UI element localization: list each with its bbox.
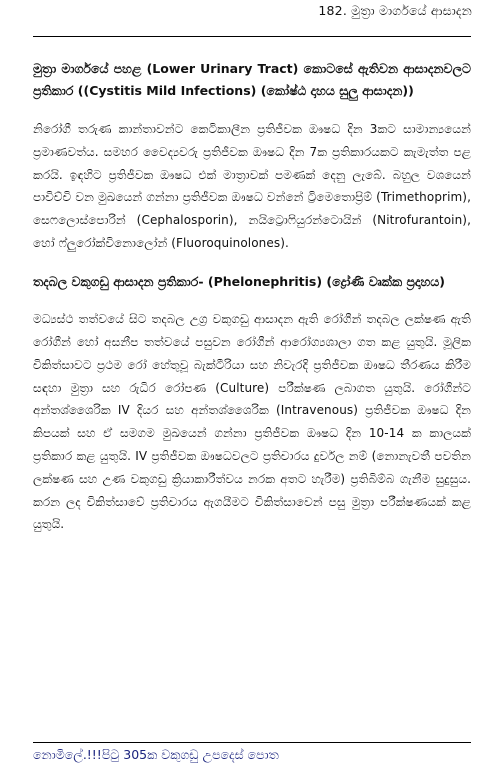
footer-book-title: නොමිලේ.!!!පිටු 305ක වකුගඩු උපදෙස් පොත	[33, 747, 279, 762]
section-heading-cystitis: මුත්‍රා මාර්ගයේ පහළ (Lower Urinary Tract) කොටසේ ඇතිවන ආසාදනවලට ප්‍රතිකාර ((Cystitis Mild Infections) (කෝෂ්ඨ දාහය සුලු ආසාදන))	[33, 61, 471, 98]
page-body	[33, 58, 471, 536]
footer-divider	[33, 742, 471, 743]
section-heading-pyelonephritis: තදබල වකුගඩු ආසාදන ප්‍රතිකාර- (Phelonephritis) (ද්‍රෝණි වෘක්ක ප්‍රදාහය)	[33, 273, 445, 289]
section-paragraph-pyelonephritis: මධ්‍යස්ථ තත්වයේ සිට තදබල උග්‍ර වකුගඩු ආසාදන ඇති රෝගීන් තදබල ලක්ෂණ ඇති රෝගීන් හෝ අසනීප තත්වයේ පසුවන රෝගීන් ආරෝග්‍යශාලා ගත කළ යුතුයි. මූලික චිකිත්සාවට ප්‍රථම රෝ හේතුවූ බැක්ටීරියා සහ නිවැරදි ප්‍රතිජීවක ඖෂධ තීරණය කිරීම සඳහා මුත්‍රා සහ රුධිර රෝපණ (Culture) පරීක්ෂණ ලබාගත යුතුයි. රෝගීන්ට අන්තශ්ශෛරික IV දියර සහ අන්තශ්ශෛරික (Intravenous) ප්‍රතිජීවක ඖෂධ දින කිපයක් සහ ඒ සමගම මුඛයෙන් ගන්නා ප්‍රතිජීවක ඖෂධ දින 10-14 ක කාලයක් ප්‍රතිකාර කළ යුතුයි. IV ප්‍රතිජීවක ඖෂධවලට ප්‍රතිචාරය දුර්වල නම් (නොනැවතී පවතින ලක්ෂණ සහ උණ වකුගඩු ක්‍රියාකාරීත්වය නරක අතට හැරීම) ප්‍රතිබිම්බ ගැනීම සුදුසුය. කරන ලද චිකිත්සාවේ ප්‍රතිචාරය ඇගයීමට චිකිත්සාවෙන් පසු මුත්‍රා පරීක්ෂණයක් කළ යුතුයි.	[33, 312, 471, 532]
header-divider	[33, 36, 471, 37]
page-header	[0, 0, 500, 24]
running-head: 182. මුත්‍රා මාර්ගයේ ආසාදන	[318, 3, 472, 18]
section-paragraph-cystitis: නිරෝගී තරුණ කාන්තාවන්ට කෙටිකාලීන ප්‍රතිජීවක ඖෂධ දින 3කට සාමාන්‍යයෙන් ප්‍රමාණවත්ය. සමහර වෛද්‍යවරු ප්‍රතිජීවක ඖෂධ දින 7ක ප්‍රතිකාරයකට කැමැත්ත පළ කරයි. ඉඳහිට ප්‍රතිජීවක ඖෂධ එක් මාත්‍රාවක් පමණක් දෙනු ලැබේ. බහුල වශයෙන් පාවිච්චි වන මුඛයෙන් ගන්නා ප්‍රතිජීවක ඖෂධ වන්නේ ට්‍රිමෙතොප්‍රිම් (Trimethoprim), සෙෆලොස්පොරින් (Cephalosporin), නයිට්‍රොෆියුරන්ටොයින් (Nitrofurantoin), හෝ ෆ්ලුරෝක්විනොලෝන් (Fluoroquinolones).	[33, 122, 471, 250]
